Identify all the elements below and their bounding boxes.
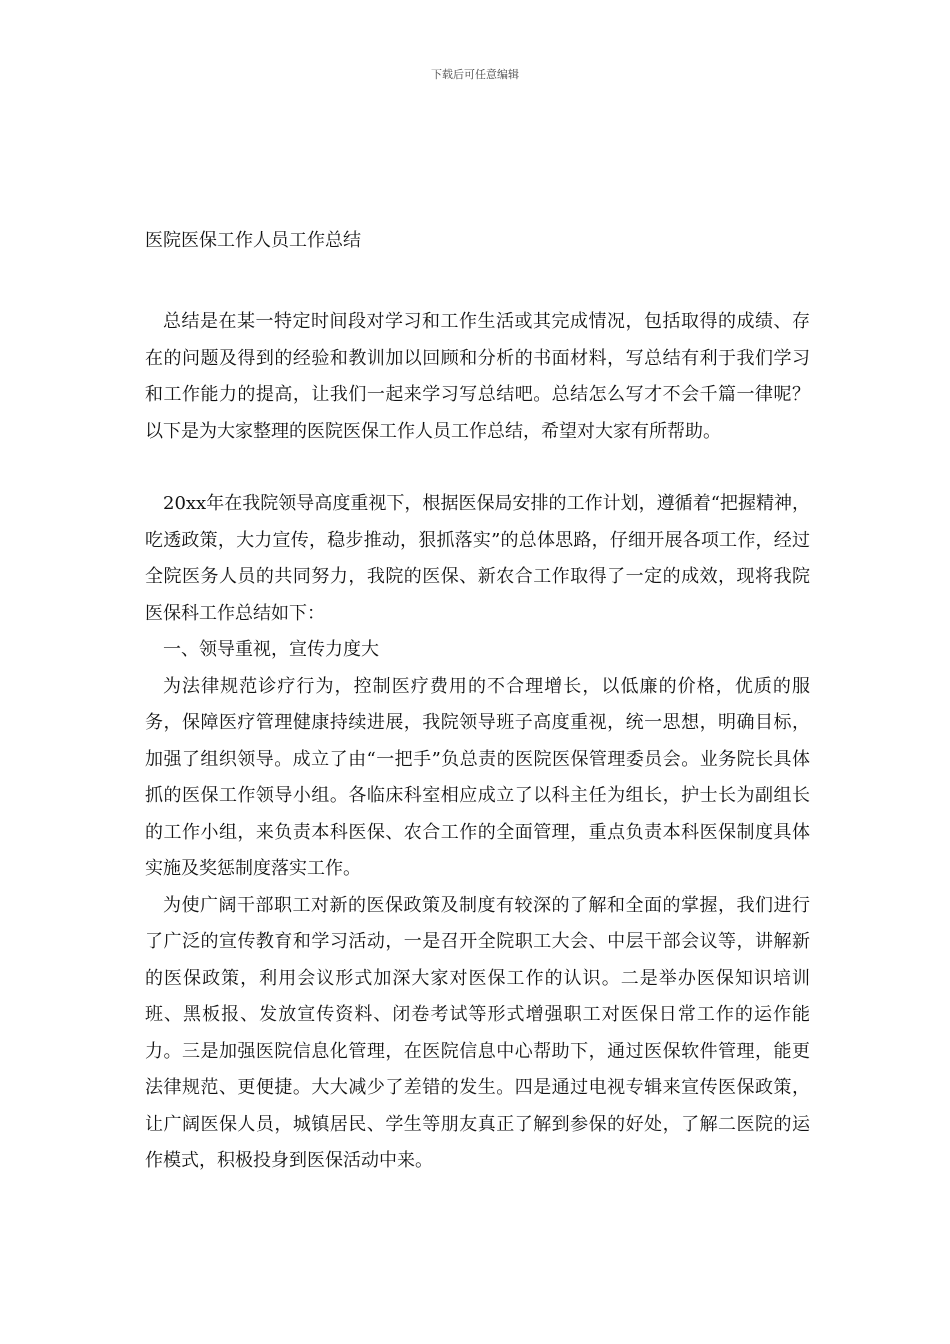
document-body <box>145 226 810 1180</box>
spacer <box>145 450 810 486</box>
document-title: 医院医保工作人员工作总结 <box>145 230 361 251</box>
opening-paragraph: 20xx年在我院领导高度重视下，根据医保局安排的工作计划，遵循着“把握精神，吃透政策，大力宣传，稳步推动，狠抓落实”的总体思路，仔细开展各项工作，经过全院医务人员的共同努力，我院的医保、新农合工作取得了一定的成效，现将我院医保科工作总结如下： <box>145 493 810 624</box>
header-note: 下载后可任意编辑 <box>431 68 519 81</box>
section-paragraph: 为法律规范诊疗行为，控制医疗费用的不合理增长，以低廉的价格，优质的服务，保障医疗管理健康持续进展，我院领导班子高度重视，统一思想，明确目标，加强了组织领导。成立了由“一把手”负总责的医院医保管理委员会。业务院长具体抓的医保工作领导小组。各临床科室相应成立了以科主任为组长，护士长为副组长的工作小组，来负责本科医保、农合工作的全面管理，重点负责本科医保制度具体实施及奖惩制度落实工作。 <box>145 675 810 879</box>
section-paragraph: 为使广阔干部职工对新的医保政策及制度有较深的了解和全面的掌握，我们进行了广泛的宣传教育和学习活动，一是召开全院职工大会、中层干部会议等，讲解新的医保政策，利用会议形式加深大家对医保工作的认识。二是举办医保知识培训班、黑板报、发放宣传资料、闭卷考试等形式增强职工对医保日常工作的运作能力。三是加强医院信息化管理，在医院信息中心帮助下，通过医保软件管理，能更法律规范、更便捷。大大减少了差错的发生。四是通过电视专辑来宣传医保政策，让广阔医保人员，城镇居民、学生等朋友真正了解到参保的好处，了解二医院的运作模式，积极投身到医保活动中来。 <box>145 894 810 1171</box>
spacer <box>145 256 810 304</box>
intro-paragraph: 总结是在某一特定时间段对学习和工作生活或其完成情况，包括取得的成绩、存在的问题及得到的经验和教训加以回顾和分析的书面材料，写总结有利于我们学习和工作能力的提高，让我们一起来学习写总结吧。总结怎么写才不会千篇一律呢？以下是为大家整理的医院医保工作人员工作总结，希望对大家有所帮助。 <box>145 311 810 442</box>
section-heading: 一、领导重视，宣传力度大 <box>163 639 379 660</box>
